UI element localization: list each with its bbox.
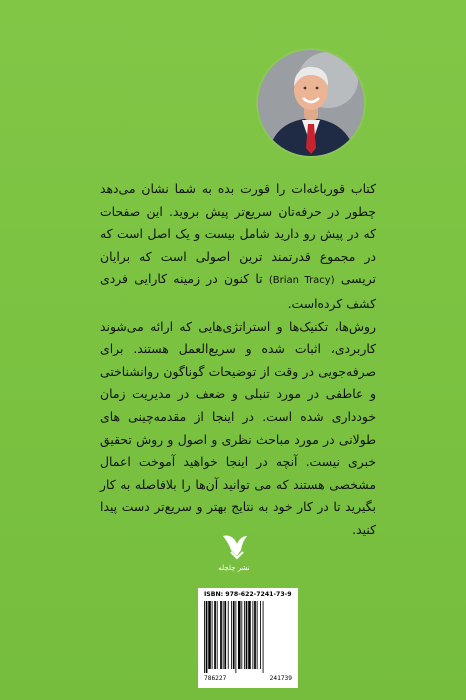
barcode-bar <box>231 601 232 669</box>
barcode-bar <box>204 601 205 673</box>
book-blurb <box>100 178 376 542</box>
publisher-name: نشر چلچله <box>218 564 250 572</box>
publisher-logo <box>214 528 254 578</box>
swallow-logo-icon <box>217 528 251 562</box>
barcode-bar <box>263 601 264 673</box>
barcode-bar <box>254 601 256 669</box>
barcode-graphic <box>204 601 292 673</box>
barcode-bar <box>257 601 258 669</box>
barcode-bar <box>212 601 213 669</box>
author-portrait-illustration <box>258 50 364 156</box>
author-name-latin: (Brian Tracy) <box>268 275 335 287</box>
barcode-bar <box>252 601 253 669</box>
blurb-paragraph-1-part-b: تا کنون در زمینه کارایی فردی کشف کرده‌است. <box>100 271 376 311</box>
blurb-paragraph-1 <box>100 178 376 316</box>
isbn-barcode <box>198 588 298 688</box>
barcode-bar <box>244 601 245 669</box>
barcode-bar <box>224 601 226 669</box>
barcode-bar <box>214 601 216 669</box>
barcode-bar <box>238 601 241 669</box>
barcode-bar <box>233 601 235 669</box>
author-portrait <box>258 50 364 156</box>
barcode-bar <box>206 601 208 673</box>
barcode-bar <box>246 601 248 669</box>
barcode-bar <box>208 601 211 669</box>
barcode-bar <box>223 601 224 669</box>
barcode-bar <box>241 601 242 669</box>
barcode-bar <box>235 601 236 673</box>
barcode-bar <box>220 601 222 669</box>
barcode-bar <box>228 601 229 669</box>
barcode-bar <box>260 601 261 669</box>
blurb-paragraph-2: روش‌ها، تکنیک‌ها و استراتژی‌هایی که ارائه می‌شوند کاربردی، اثبات شده و سریع‌العمل هستند. برای صرفه‌جویی در وقت از توضیحات گوناگون روانشناختی و عاطفی در مورد تنبلی و ضعف در مدیریت زمان خودداری شده است. در اینجا از مقدمه‌چینی های طولانی در مورد مباحث نظری و اصول و روش تحقیق خبری نیست. آنچه در اینجا خواهید آموخت اعمال مشخصی هستند که می توانید آن‌ها را بلافاصله به کار بگیرید تا در کار خود به نتایج بهتر و سریع‌تر دست پیدا کنید. <box>100 318 376 537</box>
isbn-text: ISBN: 978-622-7241-73-9 <box>204 591 292 598</box>
barcode-digits <box>204 675 292 682</box>
barcode-digits-right: 241739 <box>269 675 292 682</box>
blurb-paragraph-1-part-a: کتاب قورباغه‌ات را قورت بده به شما نشان می‌دهد چطور در حرفه‌تان سریع‌تر پیش بروید. این صفحات که در پیش رو دارید شامل بیست و یک اصل است که در مجموع قدرتمند ترین اصولی است که برایان تریسی <box>100 181 376 287</box>
barcode-bar <box>217 601 218 669</box>
barcode-bar <box>248 601 251 669</box>
barcode-digits-left: 786227 <box>204 675 227 682</box>
barcode-bars <box>204 601 292 673</box>
